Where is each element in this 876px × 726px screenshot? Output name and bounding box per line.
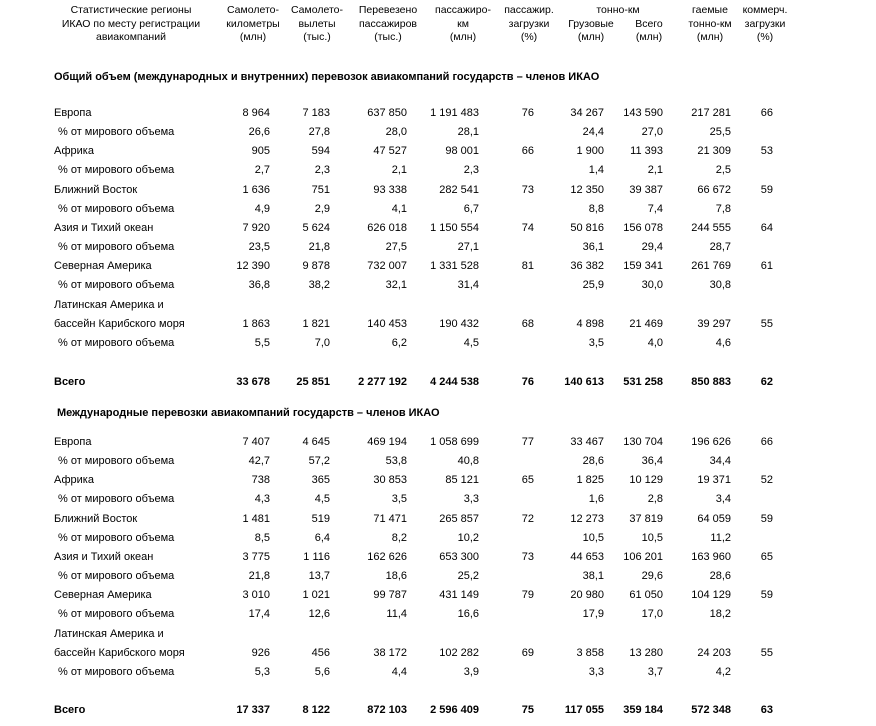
row-label: % от мирового объема [58, 569, 175, 582]
cell-value: 5,3 [254, 665, 270, 678]
cell-value: 39 297 [697, 317, 731, 330]
cell-value: 33 678 [236, 376, 270, 388]
cell-value: 30,0 [641, 279, 663, 292]
region-row [0, 219, 876, 237]
cell-value: 27,0 [641, 126, 663, 138]
total-row [0, 373, 876, 391]
row-label: % от мирового объема [58, 493, 175, 506]
cell-value: 28,1 [457, 126, 479, 138]
cell-value: 25 851 [296, 376, 330, 388]
cell-value: 4,0 [647, 336, 663, 349]
cell-value: 2,5 [715, 164, 731, 177]
cell-value: 13,7 [308, 569, 330, 582]
cell-value: 1 331 528 [430, 260, 479, 273]
header-cargo: Грузовые (млн) [568, 17, 614, 43]
cell-value: 2 596 409 [430, 704, 479, 716]
row-label: бассейн Карибского моря [54, 317, 185, 330]
cell-value: 10,2 [457, 531, 479, 544]
cell-value: 81 [521, 260, 534, 273]
cell-value: 8 122 [302, 704, 330, 716]
cell-value: 69 [521, 646, 534, 659]
row-label: Африка [54, 145, 94, 158]
cell-value: 365 [311, 474, 330, 487]
cell-value: 4,5 [463, 336, 479, 349]
region-row [0, 296, 876, 314]
cell-value: 190 432 [439, 317, 479, 330]
header-pkm: пассажиро- км (млн) [435, 4, 491, 43]
cell-value: 37 819 [629, 512, 663, 525]
cell-value: 2,3 [314, 164, 330, 177]
header-km: Самолето- километры (млн) [226, 4, 280, 43]
cell-value: 4,4 [391, 665, 407, 678]
cell-value: 5 624 [302, 221, 330, 234]
cell-value: 1 863 [242, 317, 270, 330]
cell-value: 1 058 699 [430, 436, 479, 448]
cell-value: 3,3 [588, 665, 604, 678]
cell-value: 42,7 [248, 455, 270, 467]
percent-row [0, 663, 876, 681]
cell-value: 3,3 [463, 493, 479, 506]
header-comm: коммерч. загрузки (%) [742, 4, 788, 43]
cell-value: 72 [521, 512, 534, 525]
cell-value: 28,6 [709, 569, 731, 582]
region-row [0, 104, 876, 122]
row-label: бассейн Карибского моря [54, 646, 185, 659]
cell-value: 653 300 [439, 550, 479, 563]
row-label: Ближний Восток [54, 183, 138, 196]
region-row [0, 548, 876, 566]
cell-value: 77 [521, 436, 534, 448]
cell-value: 36,4 [641, 455, 663, 467]
cell-value: 28,6 [582, 455, 604, 467]
cell-value: 73 [521, 550, 534, 563]
cell-value: 7 407 [242, 436, 270, 448]
cell-value: 531 258 [623, 376, 663, 388]
header-region: Статистические регионы ИКАО по месту регистрации авиакомпаний [61, 4, 201, 43]
header-flights: Самолето- вылеты (тыс.) [290, 4, 343, 43]
row-label: % от мирового объема [58, 336, 175, 349]
cell-value: 59 [760, 183, 773, 196]
cell-value: 1,6 [588, 493, 604, 506]
cell-value: 104 129 [691, 589, 731, 602]
cell-value: 4,2 [715, 665, 731, 678]
cell-value: 47 527 [373, 145, 407, 158]
cell-value: 3 858 [576, 646, 604, 659]
cell-value: 32,1 [385, 279, 407, 292]
region-row [0, 586, 876, 604]
cell-value: 163 960 [691, 550, 731, 563]
cell-value: 1 821 [302, 317, 330, 330]
cell-value: 55 [760, 646, 773, 659]
cell-value: 359 184 [623, 704, 663, 716]
cell-value: 61 050 [629, 589, 663, 602]
cell-value: 1 825 [576, 474, 604, 487]
cell-value: 6,4 [314, 531, 330, 544]
cell-value: 63 [760, 704, 773, 716]
percent-row [0, 567, 876, 585]
row-label: Азия и Тихий океан [54, 221, 154, 234]
cell-value: 3,5 [588, 336, 604, 349]
row-label: Латинская Америка и [54, 627, 164, 640]
cell-value: 57,2 [308, 455, 330, 467]
cell-value: 7 183 [302, 107, 330, 119]
region-row [0, 181, 876, 199]
cell-value: 159 341 [623, 260, 663, 273]
cell-value: 3 010 [242, 589, 270, 602]
cell-value: 1 021 [302, 589, 330, 602]
cell-value: 24 203 [697, 646, 731, 659]
region-row [0, 257, 876, 275]
cell-value: 50 816 [570, 221, 604, 234]
cell-value: 53,8 [385, 455, 407, 467]
region-row [0, 625, 876, 643]
cell-value: 1,4 [588, 164, 604, 177]
row-label: % от мирового объема [58, 202, 175, 215]
cell-value: 21,8 [248, 569, 270, 582]
row-label: Европа [54, 107, 92, 119]
cell-value: 20 980 [570, 589, 604, 602]
cell-value: 626 018 [367, 221, 407, 234]
cell-value: 2,9 [314, 202, 330, 215]
cell-value: 53 [760, 145, 773, 158]
cell-value: 30 853 [373, 474, 407, 487]
header-load: пассажир. загрузки (%) [504, 4, 554, 43]
percent-row [0, 276, 876, 294]
cell-value: 162 626 [367, 550, 407, 563]
cell-value: 11,4 [386, 608, 407, 621]
cell-value: 76 [521, 107, 534, 119]
cell-value: 38,1 [582, 569, 604, 582]
cell-value: 143 590 [623, 107, 663, 119]
cell-value: 34 267 [570, 107, 604, 119]
cell-value: 1 116 [303, 550, 330, 563]
cell-value: 4,1 [391, 202, 407, 215]
cell-value: 872 103 [367, 704, 407, 716]
cell-value: 140 613 [564, 376, 604, 388]
cell-value: 40,8 [457, 455, 479, 467]
cell-value: 10 129 [629, 474, 663, 487]
cell-value: 11 393 [630, 145, 663, 158]
cell-value: 29,4 [641, 240, 663, 253]
cell-value: 25,2 [457, 569, 479, 582]
cell-value: 68 [521, 317, 534, 330]
cell-value: 93 338 [373, 183, 407, 196]
cell-value: 431 149 [439, 589, 479, 602]
cell-value: 17 337 [236, 704, 270, 716]
cell-value: 36,1 [582, 240, 604, 253]
row-label: Ближний Восток [54, 512, 138, 525]
cell-value: 73 [521, 183, 534, 196]
cell-value: 4,6 [715, 336, 731, 349]
cell-value: 24,4 [582, 126, 604, 138]
cell-value: 2,7 [254, 164, 270, 177]
percent-row [0, 161, 876, 179]
cell-value: 29,6 [641, 569, 663, 582]
cell-value: 65 [521, 474, 534, 487]
cell-value: 98 001 [445, 145, 479, 158]
cell-value: 28,0 [385, 126, 407, 138]
cell-value: 217 281 [691, 107, 731, 119]
cell-value: 6,7 [463, 202, 479, 215]
cell-value: 1 636 [242, 183, 270, 196]
cell-value: 7,8 [715, 202, 731, 215]
region-row [0, 315, 876, 333]
cell-value: 519 [311, 512, 330, 525]
row-label: % от мирового объема [58, 455, 175, 467]
cell-value: 65 [760, 550, 773, 563]
cell-value: 25,5 [709, 126, 731, 138]
cell-value: 850 883 [691, 376, 731, 388]
cell-value: 99 787 [373, 589, 407, 602]
row-label: Северная Америка [54, 589, 152, 602]
cell-value: 19 371 [697, 474, 731, 487]
header-pax: Перевезено пассажиров (тыс.) [358, 4, 418, 43]
cell-value: 59 [760, 589, 773, 602]
cell-value: 10,5 [582, 531, 604, 544]
cell-value: 36 382 [570, 260, 604, 273]
cell-value: 8,5 [254, 531, 270, 544]
percent-row [0, 334, 876, 352]
cell-value: 10,5 [641, 531, 663, 544]
cell-value: 64 059 [697, 512, 731, 525]
cell-value: 5,5 [254, 336, 270, 349]
cell-value: 261 769 [691, 260, 731, 273]
row-label: Всего [54, 704, 86, 716]
cell-value: 905 [251, 145, 270, 158]
cell-value: 738 [251, 474, 270, 487]
cell-value: 31,4 [457, 279, 479, 292]
cell-value: 38 172 [373, 646, 407, 659]
cell-value: 1 150 554 [430, 221, 479, 234]
cell-value: 3,7 [647, 665, 663, 678]
cell-value: 9 878 [302, 260, 330, 273]
cell-value: 17,9 [582, 608, 604, 621]
cell-value: 2,8 [647, 493, 663, 506]
cell-value: 282 541 [439, 183, 479, 196]
cell-value: 469 194 [367, 436, 407, 448]
cell-value: 13 280 [629, 646, 663, 659]
cell-value: 5,6 [314, 665, 330, 678]
cell-value: 926 [251, 646, 270, 659]
header-tkm: тонно-км [596, 4, 640, 16]
cell-value: 17,4 [248, 608, 270, 621]
row-label: % от мирового объема [58, 665, 175, 678]
region-row [0, 644, 876, 662]
cell-value: 66 [521, 145, 534, 158]
row-label: % от мирового объема [58, 608, 175, 621]
cell-value: 12,6 [308, 608, 330, 621]
cell-value: 594 [311, 145, 330, 158]
percent-row [0, 123, 876, 141]
region-row [0, 142, 876, 160]
cell-value: 27,5 [385, 240, 407, 253]
percent-row [0, 490, 876, 508]
cell-value: 3,9 [463, 665, 479, 678]
cell-value: 66 [760, 436, 773, 448]
cell-value: 3,5 [391, 493, 407, 506]
cell-value: 1 481 [242, 512, 270, 525]
cell-value: 6,2 [391, 336, 407, 349]
cell-value: 79 [521, 589, 534, 602]
cell-value: 2,1 [647, 164, 663, 177]
total-row [0, 701, 876, 719]
row-label: Африка [54, 474, 94, 487]
cell-value: 196 626 [691, 436, 731, 448]
cell-value: 4 898 [576, 317, 604, 330]
cell-value: 572 348 [691, 704, 731, 716]
cell-value: 265 857 [439, 512, 479, 525]
cell-value: 732 007 [367, 260, 407, 273]
cell-value: 59 [760, 512, 773, 525]
cell-value: 2,1 [391, 164, 407, 177]
percent-row [0, 238, 876, 256]
cell-value: 36,8 [248, 279, 270, 292]
cell-value: 2 277 192 [358, 376, 407, 388]
cell-value: 30,8 [709, 279, 731, 292]
cell-value: 456 [311, 646, 330, 659]
cell-value: 4 645 [302, 436, 330, 448]
row-label: % от мирового объема [58, 279, 175, 292]
region-row [0, 433, 876, 451]
cell-value: 12 273 [570, 512, 604, 525]
cell-value: 71 471 [373, 512, 407, 525]
cell-value: 637 850 [367, 107, 407, 119]
cell-value: 1 191 483 [430, 107, 479, 119]
cell-value: 61 [760, 260, 773, 273]
cell-value: 21,8 [308, 240, 330, 253]
cell-value: 7 920 [242, 221, 270, 234]
cell-value: 66 [760, 107, 773, 119]
cell-value: 156 078 [623, 221, 663, 234]
percent-row [0, 605, 876, 623]
percent-row [0, 200, 876, 218]
row-label: Азия и Тихий океан [54, 550, 154, 563]
cell-value: 23,5 [248, 240, 270, 253]
cell-value: 106 201 [623, 550, 663, 563]
section1-title: Общий объем (международных и внутренних) перевозок авиакомпаний государств – членов ИКАО [54, 71, 600, 83]
cell-value: 102 282 [439, 646, 479, 659]
cell-value: 4,9 [254, 202, 270, 215]
cell-value: 4,3 [254, 493, 270, 506]
row-label: Северная Америка [54, 260, 152, 273]
cell-value: 3,4 [715, 493, 731, 506]
cell-value: 75 [521, 704, 534, 716]
cell-value: 2,3 [463, 164, 479, 177]
percent-row [0, 452, 876, 470]
row-label: Всего [54, 376, 86, 388]
cell-value: 17,0 [641, 608, 663, 621]
cell-value: 7,4 [647, 202, 663, 215]
percent-row [0, 529, 876, 547]
cell-value: 12 350 [570, 183, 604, 196]
cell-value: 117 055 [564, 704, 604, 716]
cell-value: 140 453 [367, 317, 407, 330]
cell-value: 55 [760, 317, 773, 330]
section2-title: Международные перевозки авиакомпаний государств – членов ИКАО [57, 407, 440, 419]
cell-value: 28,7 [709, 240, 731, 253]
cell-value: 44 653 [570, 550, 604, 563]
cell-value: 18,6 [385, 569, 407, 582]
cell-value: 26,6 [248, 126, 270, 138]
cell-value: 27,8 [308, 126, 330, 138]
cell-value: 62 [760, 376, 773, 388]
cell-value: 7,0 [314, 336, 330, 349]
cell-value: 74 [521, 221, 534, 234]
cell-value: 64 [760, 221, 773, 234]
cell-value: 11,2 [710, 531, 731, 544]
cell-value: 16,6 [457, 608, 479, 621]
header-paid: гаемые тонно-км (млн) [688, 4, 732, 43]
row-label: % от мирового объема [58, 164, 175, 177]
cell-value: 130 704 [623, 436, 663, 448]
cell-value: 25,9 [582, 279, 604, 292]
cell-value: 1 900 [576, 145, 604, 158]
cell-value: 21 469 [629, 317, 663, 330]
row-label: % от мирового объема [58, 126, 175, 138]
cell-value: 76 [521, 376, 534, 388]
header-total: Всего (млн) [635, 17, 663, 43]
cell-value: 21 309 [697, 145, 731, 158]
cell-value: 52 [760, 474, 773, 487]
cell-value: 85 121 [445, 474, 479, 487]
cell-value: 8,2 [391, 531, 407, 544]
row-label: % от мирового объема [58, 240, 175, 253]
cell-value: 34,4 [709, 455, 731, 467]
row-label: % от мирового объема [58, 531, 175, 544]
cell-value: 8 964 [242, 107, 270, 119]
cell-value: 18,2 [709, 608, 731, 621]
cell-value: 8,8 [588, 202, 604, 215]
region-row [0, 510, 876, 528]
cell-value: 39 387 [629, 183, 663, 196]
cell-value: 244 555 [691, 221, 731, 234]
region-row [0, 471, 876, 489]
cell-value: 4 244 538 [430, 376, 479, 388]
cell-value: 66 672 [697, 183, 731, 196]
cell-value: 4,5 [314, 493, 330, 506]
cell-value: 12 390 [236, 260, 270, 273]
cell-value: 751 [311, 183, 330, 196]
cell-value: 3 775 [242, 550, 270, 563]
cell-value: 27,1 [457, 240, 479, 253]
row-label: Латинская Америка и [54, 298, 164, 311]
cell-value: 38,2 [308, 279, 330, 292]
row-label: Европа [54, 436, 92, 448]
cell-value: 33 467 [570, 436, 604, 448]
